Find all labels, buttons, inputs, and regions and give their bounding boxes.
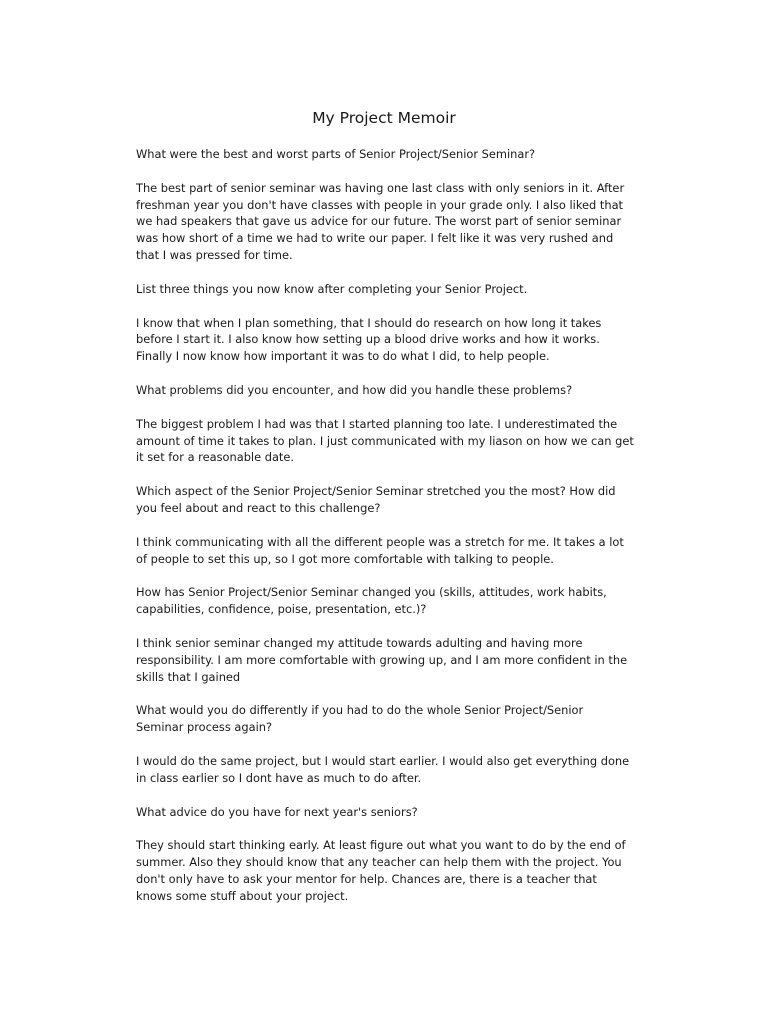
question-changed: How has Senior Project/Senior Seminar changed you (skills, attitudes, work habits, capabilities, confidence, poise, presentation, etc.)? <box>136 585 607 617</box>
question-stretch: Which aspect of the Senior Project/Senior Seminar stretched you the most? How did you feel about and react to this challenge? <box>136 484 616 515</box>
question-best-worst: What were the best and worst parts of Senior Project/Senior Seminar? <box>136 147 536 161</box>
question-problems: What problems did you encounter, and how did you handle these problems? <box>136 382 573 397</box>
question-advice: What advice do you have for next year's seniors? <box>136 804 418 819</box>
document-title: My Project Memoir <box>312 109 456 127</box>
answer-three-things: I know that when I plan something, that I should do research on how long it takes before I start it. I also know how setting up a blood drive works and how it works. Finally I now know how important it was to do what I did, to help people. <box>136 315 602 364</box>
question-differently: What would you do differently if you had to do the whole Senior Project/Senior Seminar process again? <box>136 703 584 735</box>
answer-best-worst: The best part of senior seminar was having one last class with only seniors in it. After freshman year you don't have classes with people in your grade only. I also liked that we had speakers that gave us advice for our future. The worst part of senior seminar was how short of a time we had to write our paper. I felt like it was very rushed and that I was pressed for time. <box>136 180 625 262</box>
question-three-things: List three things you now know after completing your Senior Project. <box>136 281 528 296</box>
answer-problems: The biggest problem I had was that I started planning too late. I underestimated the amount of time it takes to plan. I just communicated with my liason on how we can get it set for a reasonable date. <box>136 416 634 465</box>
answer-differently: I would do the same project, but I would start earlier. I would also get everything done in class earlier so I dont have as much to do after. <box>136 753 630 785</box>
document-body <box>136 146 634 905</box>
answer-changed: I think senior seminar changed my attitude towards adulting and having more responsibility. I am more comfortable with growing up, and I am more confident in the skills that I gained <box>136 635 628 684</box>
answer-stretch: I think communicating with all the different people was a stretch for me. It takes a lot of people to set this up, so I got more comfortable with talking to people. <box>136 534 624 566</box>
answer-advice: They should start thinking early. At least figure out what you want to do by the end of summer. Also they should know that any teacher can help them with the project. You don't only have to ask your mentor for help. Chances are, there is a teacher that knows some stuff about your project. <box>136 838 626 903</box>
